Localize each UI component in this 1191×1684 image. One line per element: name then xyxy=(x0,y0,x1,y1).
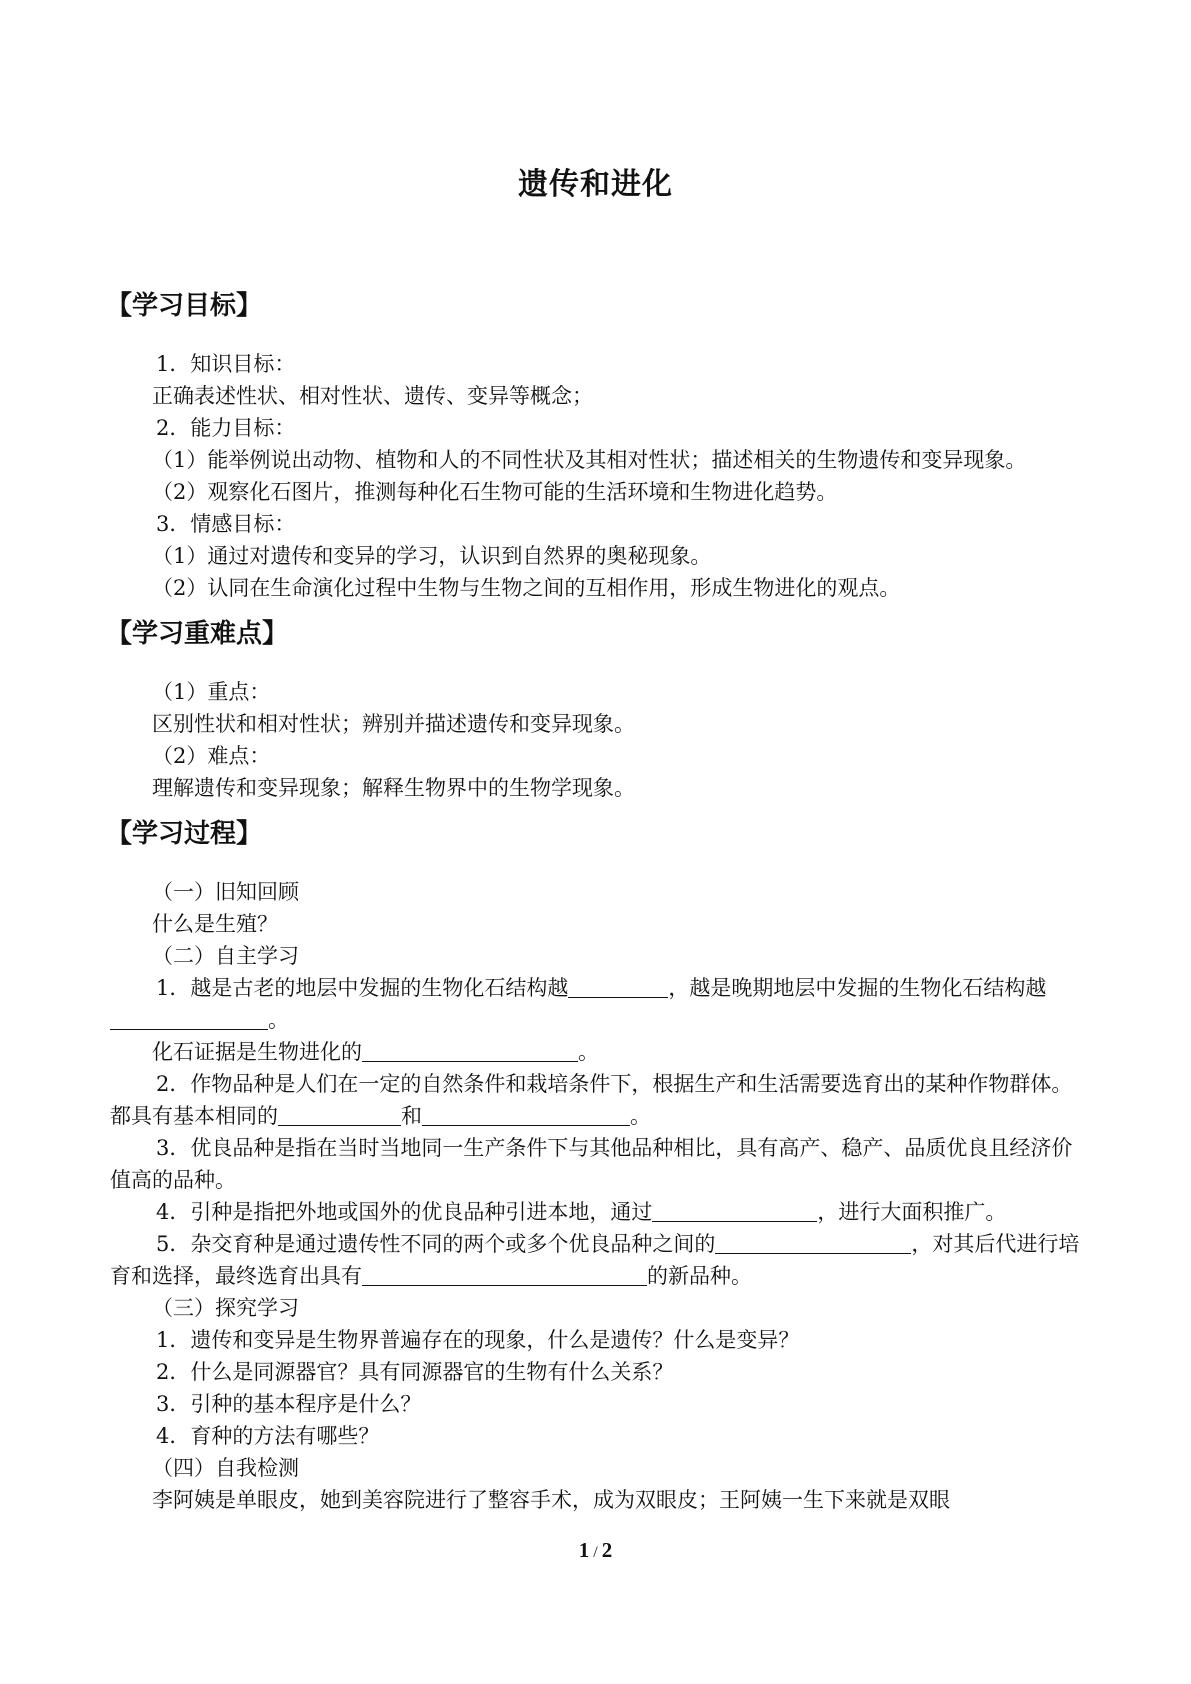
question-2: 2．作物品种是人们在一定的自然条件和栽培条件下，根据生产和生活需要选育出的某种作物群体。都具有基本相同的 和 。 xyxy=(110,1072,1073,1128)
explore-item: 4．育种的方法有哪些？ xyxy=(156,1424,380,1448)
objective-line: 1．知识目标： xyxy=(156,352,296,376)
objective-line: 2．能力目标： xyxy=(156,416,296,440)
key-point-line: 区别性状和相对性状；辨别并描述遗传和变异现象。 xyxy=(152,712,635,736)
answer-blank[interactable] xyxy=(362,1037,578,1062)
key-point-line: 理解遗传和变异现象；解释生物界中的生物学现象。 xyxy=(152,776,635,800)
question-3: 3．优良品种是指在当时当地同一生产条件下与其他品种相比，具有高产、稳产、品质优良且经济价值高的品种。 xyxy=(110,1136,1073,1192)
question-4: 4．引种是指把外地或国外的优良品种引进本地，通过 ，进行大面积推广。 xyxy=(110,1196,1090,1228)
question-5: 5．杂交育种是通过遗传性不同的两个或多个优良品种之间的 ，对其后代进行培育和选择，最终选育出具有 的新品种。 xyxy=(110,1228,1090,1292)
objective-line: 正确表述性状、相对性状、遗传、变异等概念； xyxy=(152,384,593,408)
answer-blank[interactable] xyxy=(568,973,668,998)
self-study-title: （二）自主学习 xyxy=(152,944,299,968)
review-title: （一）旧知回顾 xyxy=(152,880,299,904)
objective-line: （1）通过对遗传和变异的学习，认识到自然界的奥秘现象。 xyxy=(152,544,712,568)
answer-blank[interactable] xyxy=(362,1261,647,1286)
objective-line: 3．情感目标： xyxy=(156,512,296,536)
answer-blank[interactable] xyxy=(278,1101,401,1126)
key-point-line: （2）难点： xyxy=(152,744,271,768)
objective-line: （2）认同在生命演化过程中生物与生物之间的互相作用，形成生物进化的观点。 xyxy=(152,576,901,600)
objective-line: （1）能举例说出动物、植物和人的不同性状及其相对性状；描述相关的生物遗传和变异现象。 xyxy=(152,448,1027,472)
explore-item: 2．什么是同源器官？具有同源器官的生物有什么关系？ xyxy=(156,1360,674,1384)
review-question: 什么是生殖？ xyxy=(152,912,278,936)
document-body xyxy=(106,288,1090,1516)
explore-title: （三）探究学习 xyxy=(152,1296,299,1320)
question-1-fossil: 化石证据是生物进化的 。 xyxy=(110,1036,1090,1068)
objectives-heading: 【学习目标】 xyxy=(106,291,263,321)
explore-item: 1．遗传和变异是生物界普遍存在的现象，什么是遗传？什么是变异？ xyxy=(156,1328,800,1352)
test-text: 李阿姨是单眼皮，她到美容院进行了整容手术，成为双眼皮；王阿姨一生下来就是双眼 xyxy=(152,1488,950,1512)
objective-line: （2）观察化石图片，推测每种化石生物可能的生活环境和生物进化趋势。 xyxy=(152,480,838,504)
answer-blank[interactable] xyxy=(422,1101,630,1126)
answer-blank[interactable] xyxy=(110,1005,268,1030)
key-point-line: （1）重点： xyxy=(152,680,271,704)
page-number: 1 / 2 xyxy=(578,1538,613,1562)
question-1: 1．越是古老的地层中发掘的生物化石结构越 ，越是晚期地层中发掘的生物化石结构越。 xyxy=(110,972,1090,1036)
process-heading: 【学习过程】 xyxy=(106,819,263,849)
key-points-heading: 【学习重难点】 xyxy=(106,619,289,649)
page-title: 遗传和进化 xyxy=(518,167,673,202)
test-title: （四）自我检测 xyxy=(152,1456,299,1480)
explore-item: 3．引种的基本程序是什么？ xyxy=(156,1392,422,1416)
answer-blank[interactable] xyxy=(715,1229,911,1254)
answer-blank[interactable] xyxy=(652,1197,817,1222)
